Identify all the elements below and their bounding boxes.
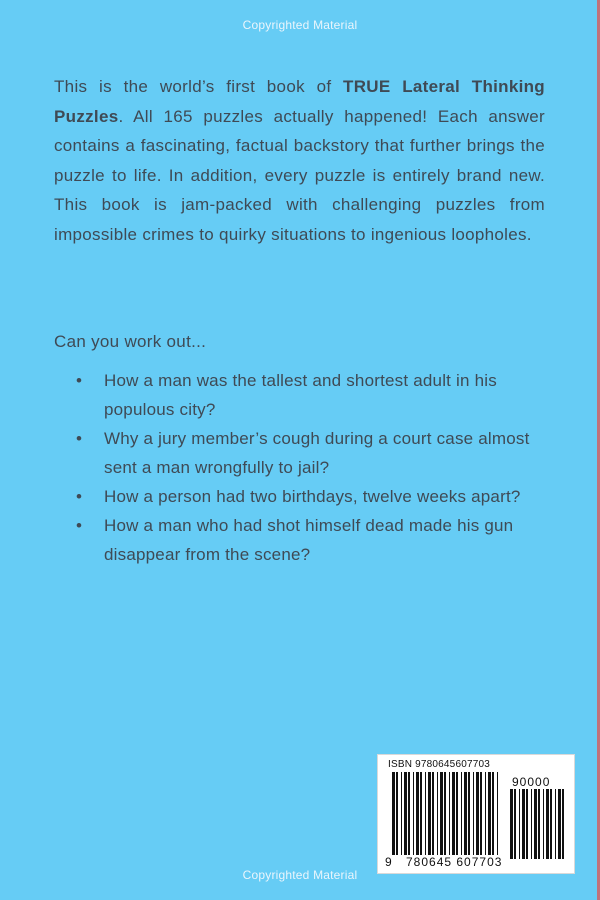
barcode-bar [555,789,556,859]
watermark-top: Copyrighted Material [242,18,358,32]
barcode-bar [522,789,525,859]
list-item [54,511,549,569]
barcode-bar [449,772,450,855]
question-text: Why a jury member’s cough during a court case almost sent a man wrongfully to jail? [104,429,530,477]
barcode-bar [519,789,520,859]
isbn-label: ISBN 9780645607703 [388,759,491,770]
barcode-bar [558,789,561,859]
barcode-bar [546,789,549,859]
barcode-bar [420,772,422,855]
blurb-text-start: This is the world’s first book of [54,77,344,96]
question-text: How a man who had shot himself dead made his gun disappear from the scene? [104,516,514,564]
questions-lead: Can you work out... [54,332,207,351]
question-text: How a person had two birthdays, twelve weeks apart? [104,487,521,506]
barcode-bar [562,789,564,859]
barcode-bar [396,772,398,855]
barcode-bar [476,772,479,855]
barcode-bar [543,789,544,859]
barcode-bar [401,772,402,855]
barcode-bar [550,789,552,859]
barcode-bar [534,789,537,859]
barcode-bar [416,772,419,855]
barcode-bar [392,772,395,855]
question-text: How a man was the tallest and shortest adult in his populous city? [104,371,497,419]
questions-list [54,366,549,569]
barcode-bar [432,772,434,855]
barcode-bar [408,772,410,855]
barcode-bar [485,772,486,855]
barcode-bar [538,789,540,859]
bullet-icon: • [76,429,83,448]
barcode-bar [461,772,462,855]
barcode-addon-digits: 90000 [512,775,551,789]
barcode-bar [440,772,443,855]
barcode-bar [488,772,491,855]
barcode-bar [404,772,407,855]
blurb-text-rest: . All 165 puzzles actually happened! Each answer contains a fascinating, factual backstory that further brings the puzzle to life. In addition, every puzzle is entirely brand new. This book is jam-packed with challenging puzzles from impossible crimes to quirky situations to ingenious loopholes. [54,106,545,244]
barcode-bar [497,772,498,855]
isbn-barcode [377,754,575,874]
barcode-bar [413,772,414,855]
bullet-icon: • [76,371,83,390]
barcode-bar [468,772,470,855]
barcode-bar [531,789,532,859]
barcode-bar [428,772,431,855]
barcode-bar [425,772,426,855]
barcode-bar [444,772,446,855]
barcode-bar [464,772,467,855]
list-item [54,482,549,511]
blurb-paragraph [54,72,545,249]
bullet-icon: • [76,516,83,535]
barcode-bar [526,789,528,859]
blurb-bold-title: TRUE Lateral Thinking Puzzles [54,77,545,126]
barcode-bar [510,789,513,859]
list-item [54,424,549,482]
barcode-bar [473,772,474,855]
watermark-bottom: Copyrighted Material [242,868,358,882]
barcode-bar [492,772,494,855]
barcode-bar [437,772,438,855]
barcode-bar [452,772,455,855]
list-item [54,366,549,424]
barcode-bar [514,789,516,859]
barcode-bar [480,772,482,855]
barcode-main-digits: 780645 607703 [406,855,503,869]
barcode-bar [456,772,458,855]
barcode-lead-digit: 9 [385,855,392,869]
bullet-icon: • [76,487,83,506]
